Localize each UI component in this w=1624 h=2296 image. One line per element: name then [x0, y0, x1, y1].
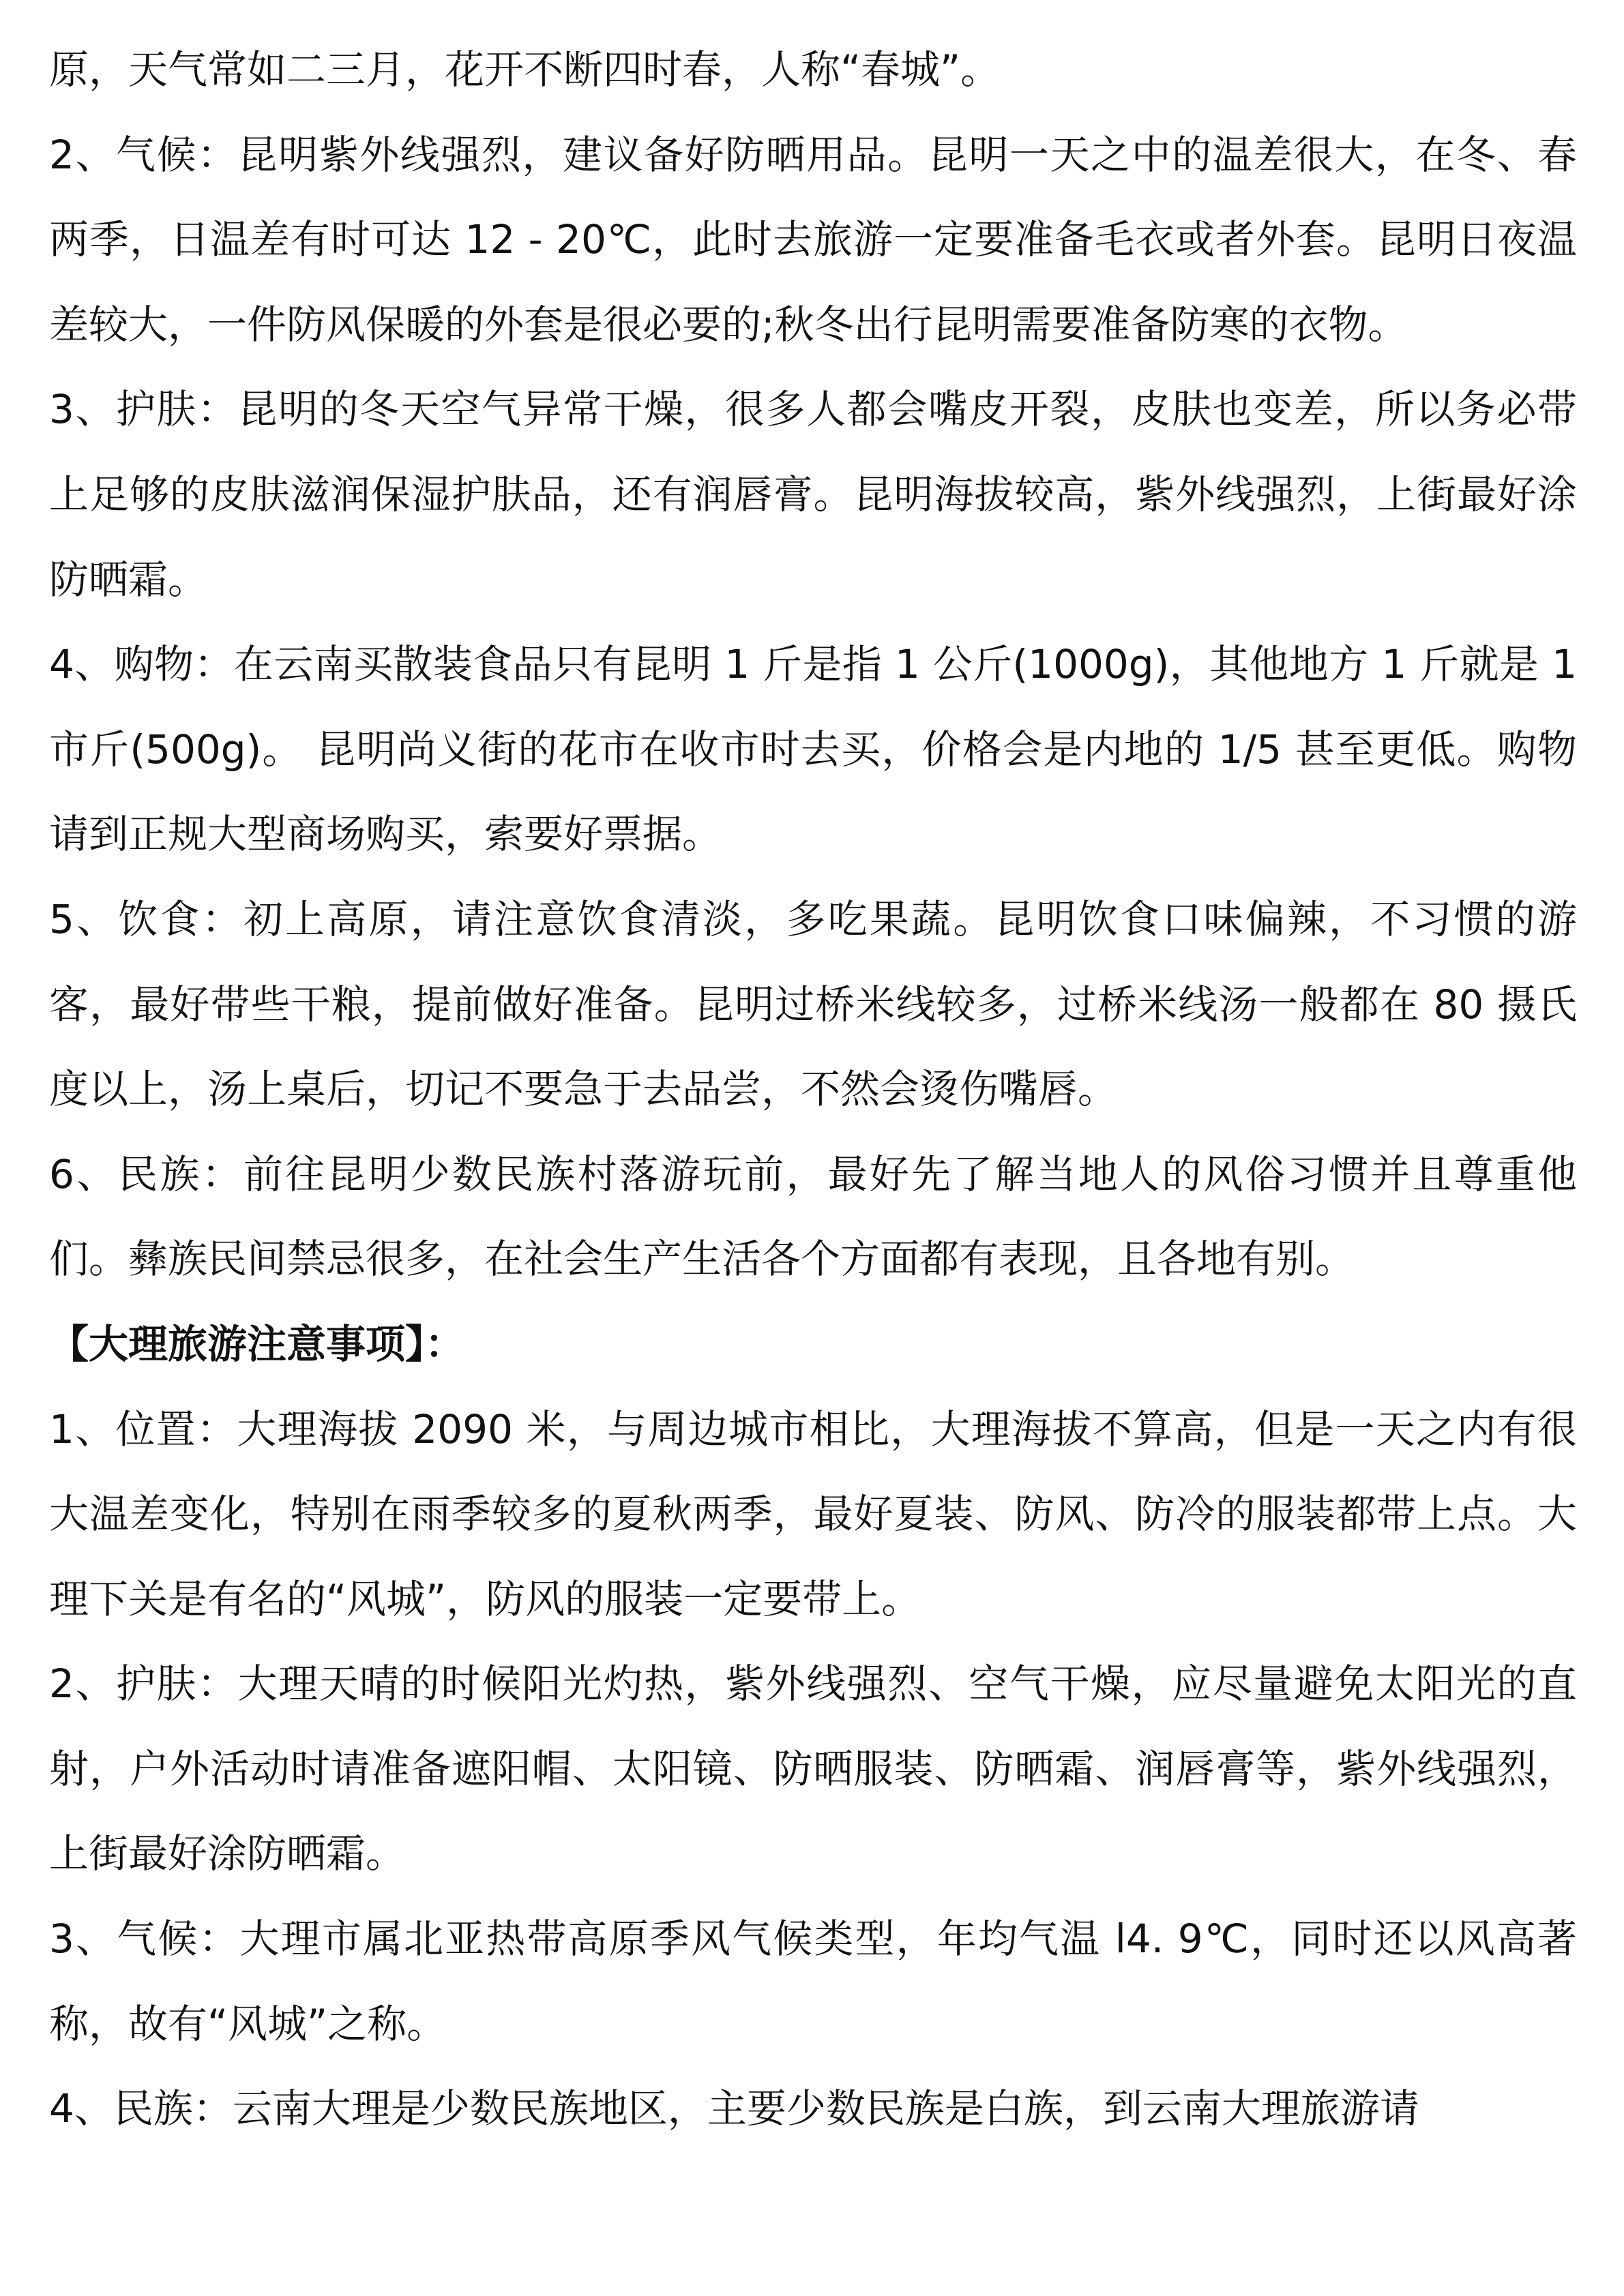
paragraph-dali-ethnic: 4、民族：云南大理是少数民族地区，主要少数民族是白族，到云南大理旅游请 [49, 2085, 1419, 2132]
document-body [49, 27, 1577, 2151]
paragraph-dali-skincare: 2、护肤：大理天晴的时候阳光灼热，紫外线强烈、空气干燥，应尽量避免太阳光的直射，户外活动时请准备遮阳帽、太阳镜、防晒服装、防晒霜、润唇膏等，紫外线强烈，上街最好涂防晒霜。 [49, 1660, 1577, 1877]
paragraph-kunming-intro-tail: 原，天气常如二三月，花开不断四时春，人称“春城”。 [49, 46, 1001, 93]
paragraph-kunming-ethnic: 6、民族：前往昆明少数民族村落游玩前，最好先了解当地人的风俗习惯并且尊重他们。彝族民间禁忌很多，在社会生产生活各个方面都有表现，且各地有别。 [49, 1150, 1577, 1283]
paragraph-dali-location: 1、位置：大理海拔 2090 米，与周边城市相比，大理海拔不算高，但是一天之内有很大温差变化，特别在雨季较多的夏秋两季，最好夏装、防风、防冷的服装都带上点。大理下关是有名的“风城”，防风的服装一定要带上。 [49, 1405, 1577, 1622]
paragraph-kunming-food: 5、饮食：初上高原，请注意饮食清淡，多吃果蔬。昆明饮食口味偏辣，不习惯的游客，最好带些干粮，提前做好准备。昆明过桥米线较多，过桥米线汤一般都在 80 摄氏度以上，汤上桌后，切记不要急于去品尝，不然会烫伤嘴唇。 [49, 895, 1577, 1113]
paragraph-kunming-skincare: 3、护肤：昆明的冬天空气异常干燥，很多人都会嘴皮开裂，皮肤也变差，所以务必带上足够的皮肤滋润保湿护肤品，还有润唇膏。昆明海拔较高，紫外线强烈，上街最好涂防晒霜。 [49, 386, 1577, 603]
paragraph-dali-climate: 3、气候：大理市属北亚热带高原季风气候类型，年均气温 l4. 9℃，同时还以风高著称，故有“风城”之称。 [49, 1915, 1577, 2047]
paragraph-kunming-climate: 2、气候：昆明紫外线强烈，建议备好防晒用品。昆明一天之中的温差很大，在冬、春两季，日温差有时可达 12 - 20℃，此时去旅游一定要准备毛衣或者外套。昆明日夜温差较大，一件防风保暖的外套是很必要的;秋冬出行昆明需要准备防寒的衣物。 [49, 131, 1577, 348]
paragraph-kunming-shopping: 4、购物：在云南买散装食品只有昆明 1 斤是指 1 公斤(1000g)，其他地方 1 斤就是 1 市斤(500g)。 昆明尚义街的花市在收市时去买，价格会是内地的 1/5 甚至更低。购物请到正规大型商场购买，索要好票据。 [49, 641, 1577, 858]
section-heading-dali: 【大理旅游注意事项】： [49, 1320, 465, 1367]
